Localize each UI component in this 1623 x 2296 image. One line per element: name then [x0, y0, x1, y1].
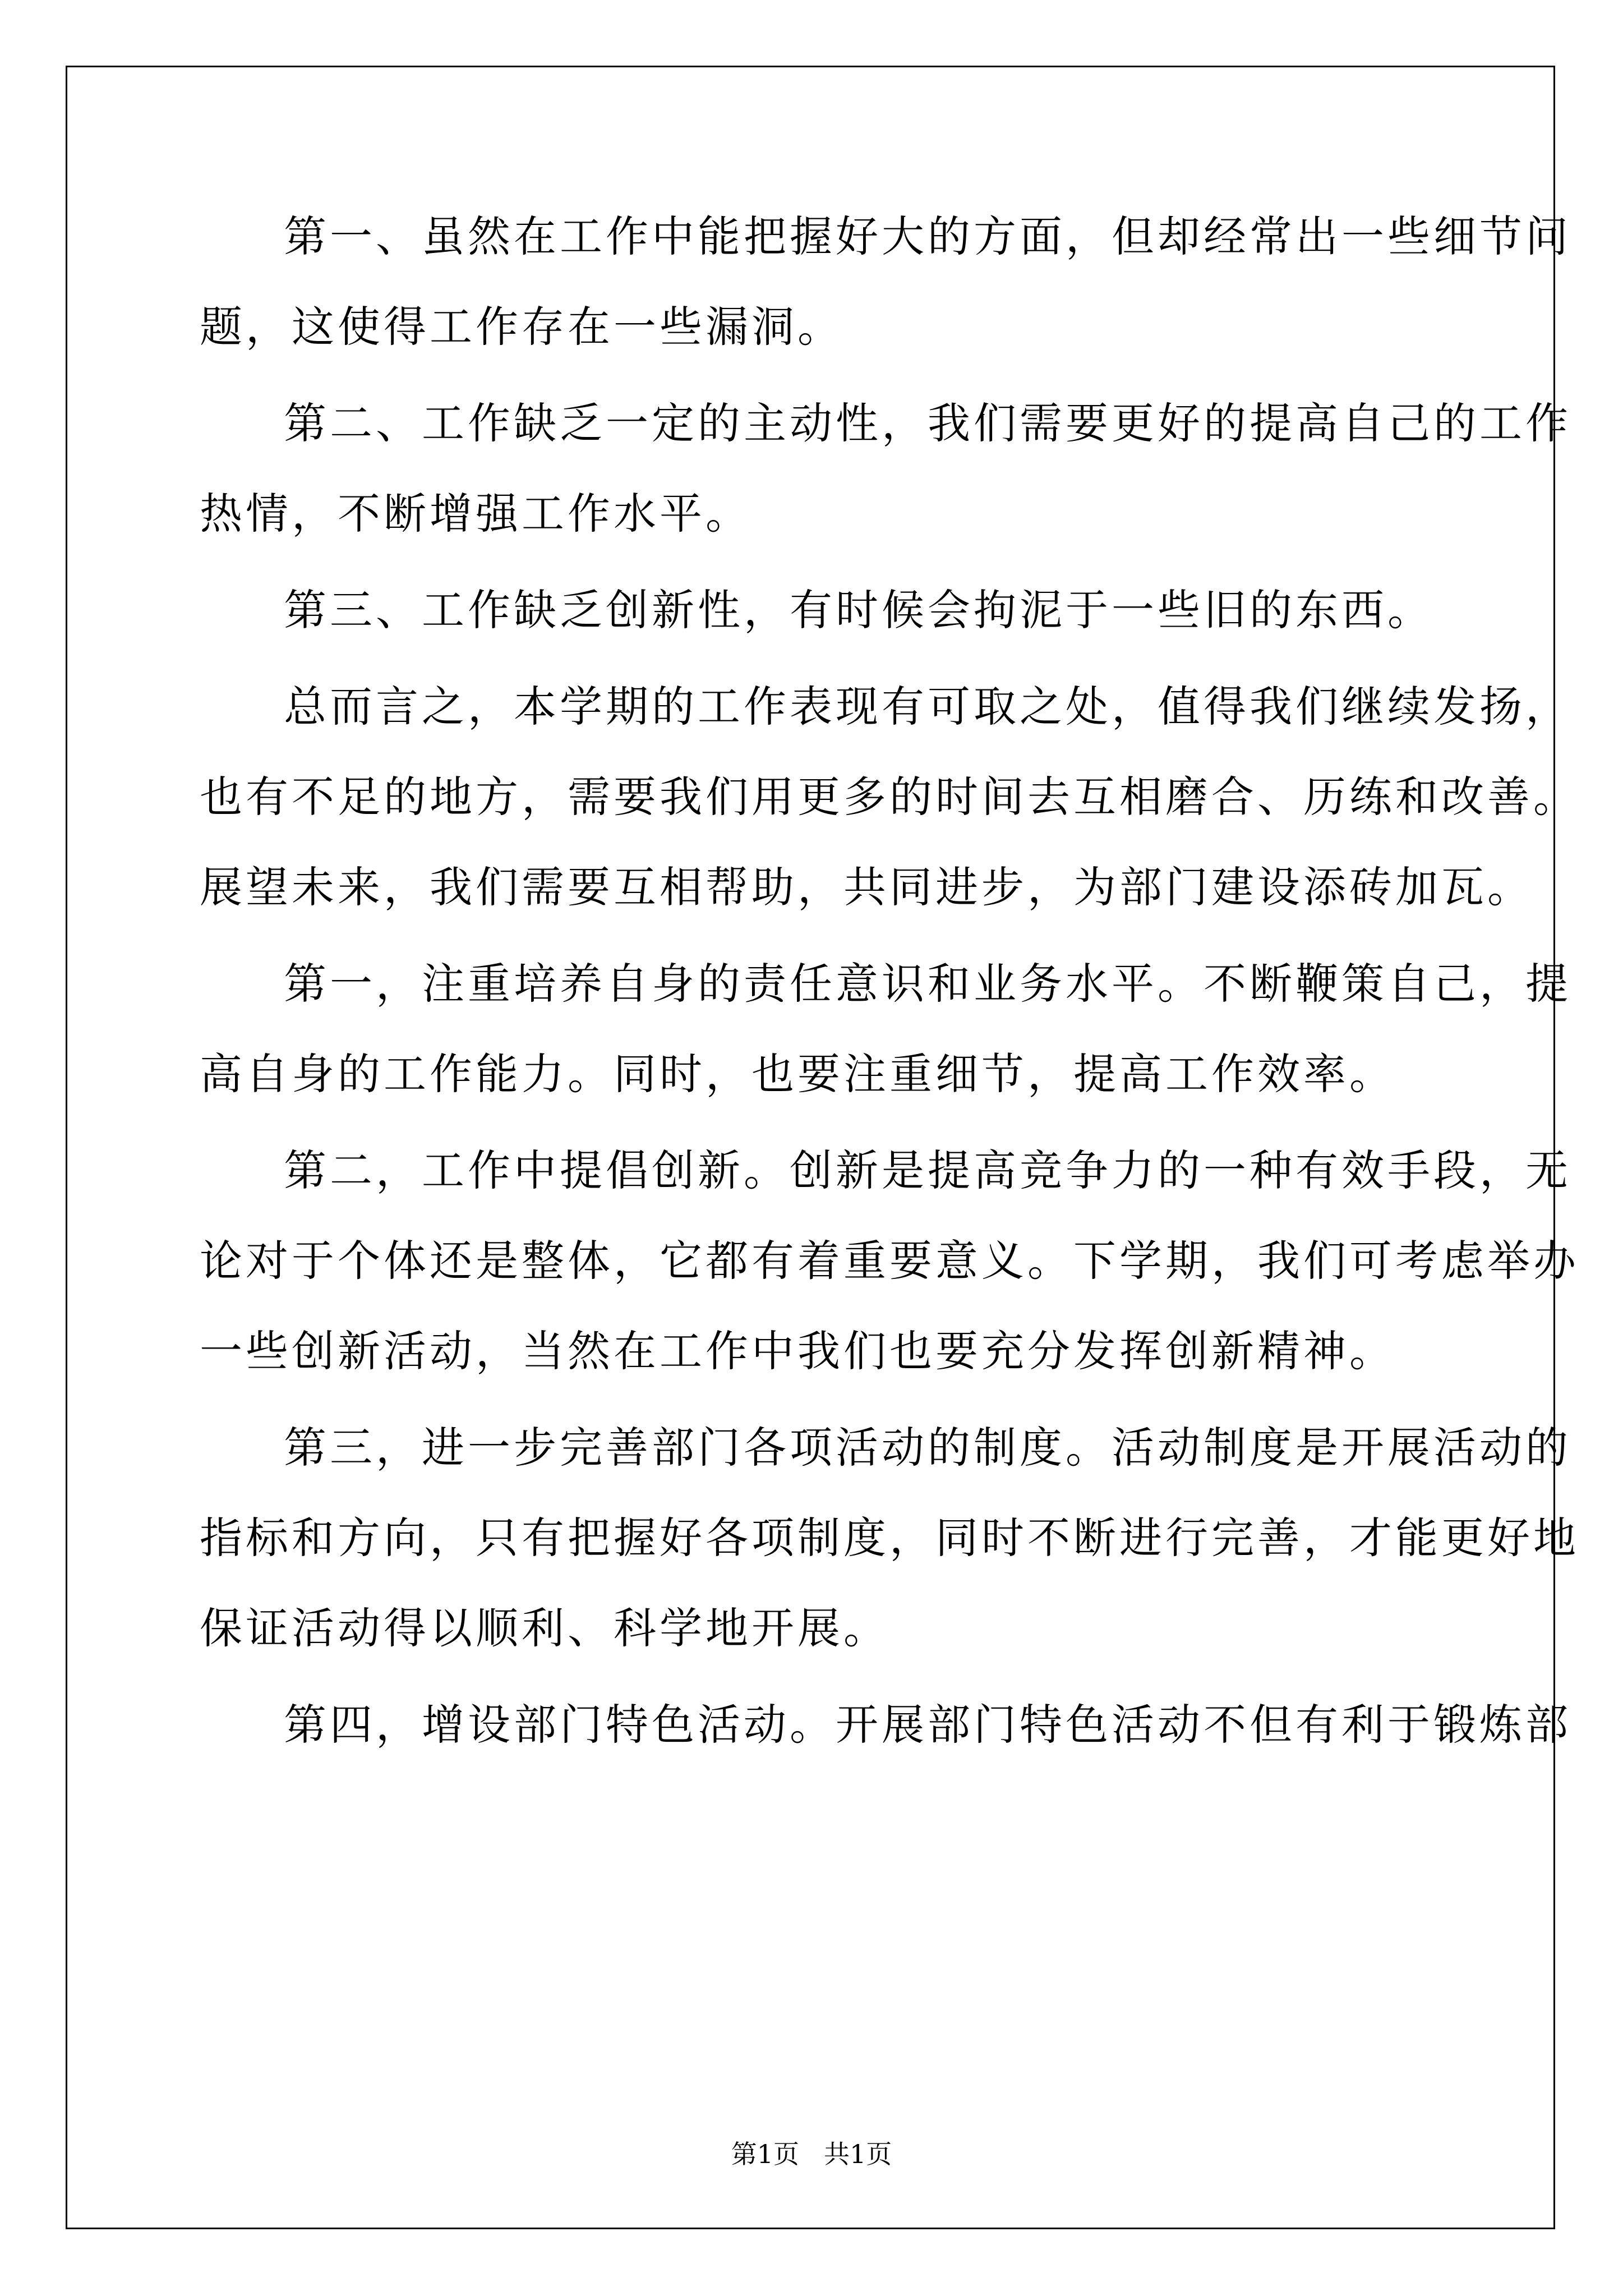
page-number: 第1页 [731, 2139, 800, 2169]
paragraph-line: 热情，不断增强工作水平。 [200, 489, 751, 539]
paragraph-line: 论对于个体还是整体，它都有着重要意义。下学期，我们可考虑举办 [200, 1236, 1579, 1286]
paragraph-line: 展望未来，我们需要互相帮助，共同进步，为部门建设添砖加瓦。 [200, 862, 1533, 912]
page-footer [0, 2137, 1623, 2171]
paragraph-line: 第三、工作缺乏创新性，有时候会拘泥于一些旧的东西。 [284, 585, 1433, 635]
paragraph-line: 总而言之，本学期的工作表现有可取之处，值得我们继续发扬， [284, 682, 1571, 731]
paragraph-line: 高自身的工作能力。同时，也要注重细节，提高工作效率。 [200, 1049, 1395, 1099]
paragraph-line: 第二，工作中提倡创新。创新是提高竞争力的一种有效手段，无 [284, 1145, 1571, 1195]
paragraph-line: 第三，进一步完善部门各项活动的制度。活动制度是开展活动的 [284, 1423, 1571, 1473]
paragraph-line: 指标和方向，只有把握好各项制度，同时不断进行完善，才能更好地 [200, 1513, 1579, 1563]
paragraph-line: 题，这使得工作存在一些漏洞。 [200, 302, 843, 352]
paragraph-line: 第一、虽然在工作中能把握好大的方面，但却经常出一些细节问 [284, 211, 1571, 261]
paragraph-line: 第四，增设部门特色活动。开展部门特色活动不但有利于锻炼部 [284, 1700, 1571, 1750]
paragraph-line: 第二、工作缺乏一定的主动性，我们需要更好的提高自己的工作 [284, 398, 1571, 448]
paragraph-line: 保证活动得以顺利、科学地开展。 [200, 1603, 889, 1653]
paragraph-line: 第一，注重培养自身的责任意识和业务水平。不断鞭策自己，提 [284, 959, 1571, 1009]
paragraph-line: 也有不足的地方，需要我们用更多的时间去互相磨合、历练和改善。 [200, 772, 1579, 822]
page-total: 共1页 [823, 2139, 892, 2169]
paragraph-line: 一些创新活动，当然在工作中我们也要充分发挥创新精神。 [200, 1326, 1395, 1376]
